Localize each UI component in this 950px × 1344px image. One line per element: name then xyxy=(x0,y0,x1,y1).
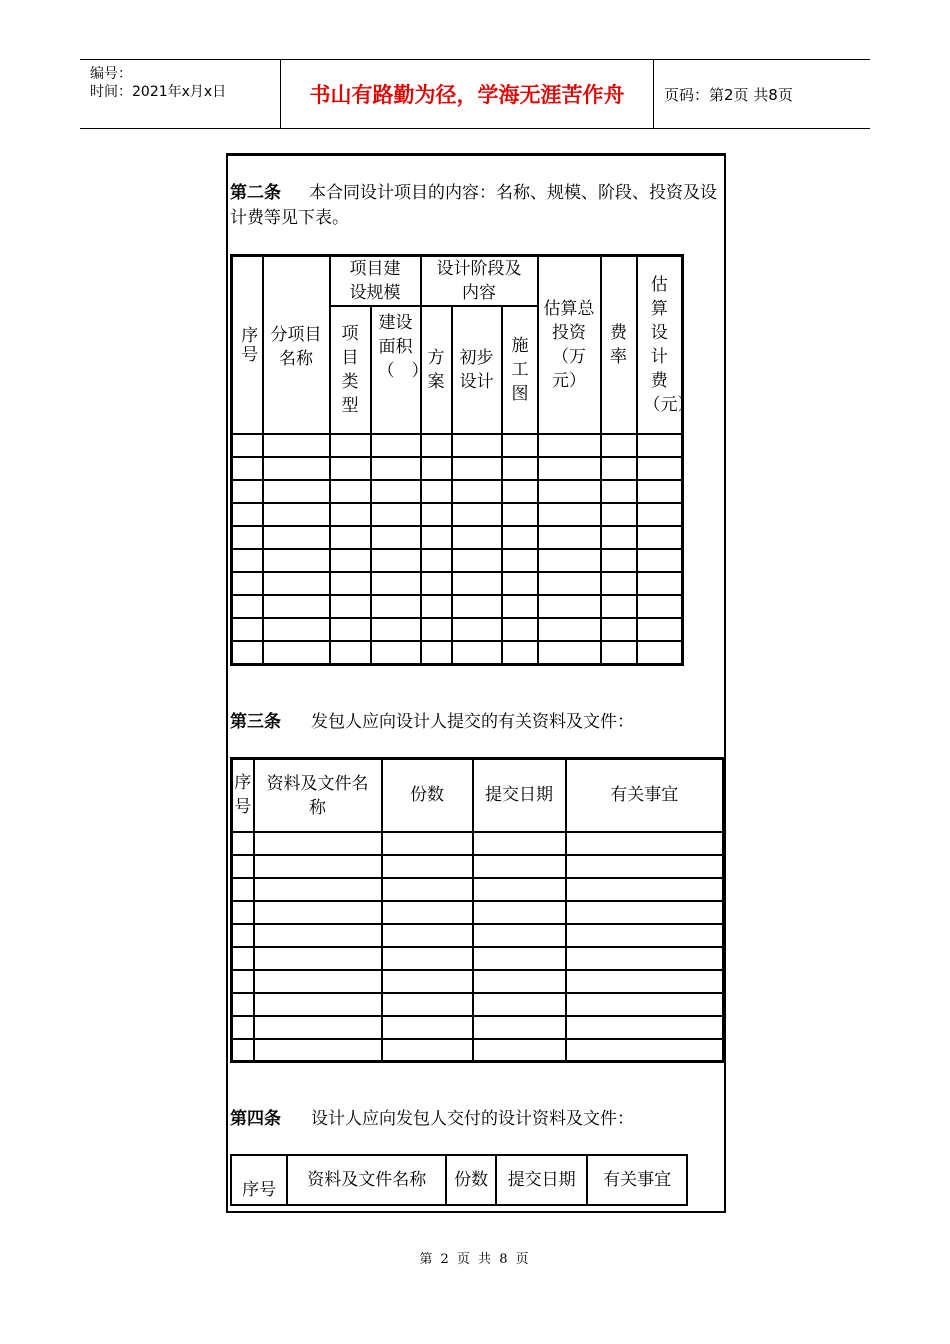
table-cell xyxy=(601,457,637,480)
header-left xyxy=(80,60,281,128)
table-cell xyxy=(473,924,566,947)
design-items-body xyxy=(232,434,683,664)
table-cell xyxy=(330,480,371,503)
table-row xyxy=(232,855,724,878)
table-cell xyxy=(473,901,566,924)
col-subitem-header: 分项目名称 xyxy=(263,256,330,435)
table-row xyxy=(232,480,683,503)
table-row xyxy=(232,947,724,970)
table-cell xyxy=(371,434,421,457)
table-cell xyxy=(601,526,637,549)
col-fee-header: 估算设计费（元） xyxy=(637,256,683,435)
table-cell xyxy=(566,993,724,1016)
table-cell xyxy=(254,970,382,993)
table-cell xyxy=(263,641,330,664)
table-cell xyxy=(330,641,371,664)
table-cell xyxy=(371,618,421,641)
table-cell xyxy=(232,878,254,901)
table-cell xyxy=(382,947,473,970)
table-cell xyxy=(330,549,371,572)
col-type-header: 项目类型 xyxy=(330,306,371,434)
table-cell xyxy=(371,480,421,503)
table-row xyxy=(232,924,724,947)
table-cell xyxy=(263,526,330,549)
table-cell xyxy=(566,970,724,993)
table-cell xyxy=(538,572,601,595)
table-cell xyxy=(452,595,502,618)
table-cell xyxy=(254,832,382,855)
table-cell xyxy=(601,549,637,572)
table-row xyxy=(232,878,724,901)
table-cell xyxy=(538,595,601,618)
table-cell xyxy=(254,993,382,1016)
table-cell xyxy=(601,503,637,526)
clause-3 xyxy=(230,710,720,735)
table-cell xyxy=(538,480,601,503)
table-cell xyxy=(421,618,452,641)
table-cell xyxy=(330,526,371,549)
table-row xyxy=(232,970,724,993)
table-cell xyxy=(637,434,683,457)
table-cell xyxy=(382,832,473,855)
clause-2-title: 第二条 xyxy=(230,183,281,203)
table-cell xyxy=(452,480,502,503)
table-cell xyxy=(637,595,683,618)
table-cell xyxy=(421,572,452,595)
table-cell xyxy=(371,526,421,549)
table-cell xyxy=(371,572,421,595)
table-cell xyxy=(232,480,263,503)
table-row xyxy=(232,641,683,664)
table-cell xyxy=(502,572,538,595)
table-cell xyxy=(232,1016,254,1039)
table-cell xyxy=(566,1016,724,1039)
col-rate-header: 费率 xyxy=(601,256,637,435)
table-cell xyxy=(263,572,330,595)
col-index-header: 序号 xyxy=(232,256,263,435)
table-cell xyxy=(232,993,254,1016)
table-cell xyxy=(538,503,601,526)
table-row xyxy=(232,434,683,457)
table-cell xyxy=(502,641,538,664)
table-cell xyxy=(421,434,452,457)
table-cell xyxy=(637,618,683,641)
table-cell xyxy=(330,618,371,641)
table-cell xyxy=(382,1039,473,1062)
header-page-info: 页码：第2页 共8页 xyxy=(664,85,793,104)
table-cell xyxy=(382,878,473,901)
table-cell xyxy=(502,503,538,526)
table-cell xyxy=(637,572,683,595)
page-header xyxy=(80,59,870,129)
table-cell xyxy=(637,457,683,480)
table-cell xyxy=(382,855,473,878)
header-motto: 书山有路勤为径，学海无涯苦作舟 xyxy=(281,60,654,128)
table-row xyxy=(232,618,683,641)
table-cell xyxy=(382,901,473,924)
table-cell xyxy=(637,526,683,549)
client-documents-body xyxy=(232,832,724,1062)
table-row xyxy=(232,595,683,618)
table-row xyxy=(232,901,724,924)
table-cell xyxy=(421,503,452,526)
table-cell xyxy=(502,549,538,572)
table-row xyxy=(232,832,724,855)
table-cell xyxy=(601,572,637,595)
table-cell xyxy=(263,503,330,526)
table-row xyxy=(232,1016,724,1039)
clause-4-title: 第四条 xyxy=(230,1109,281,1129)
table-row xyxy=(232,549,683,572)
table-cell xyxy=(601,618,637,641)
table-cell xyxy=(371,641,421,664)
table-cell xyxy=(473,855,566,878)
table-cell xyxy=(452,618,502,641)
table-cell xyxy=(330,503,371,526)
table-cell xyxy=(502,618,538,641)
clause-2-text: 本合同设计项目的内容：名称、规模、阶段、投资及设计费等见下表。 xyxy=(230,183,717,228)
table-cell xyxy=(263,434,330,457)
table-cell xyxy=(254,878,382,901)
t2-col-name: 资料及文件名称 xyxy=(254,759,382,832)
table-cell xyxy=(473,970,566,993)
table-cell xyxy=(232,641,263,664)
table-cell xyxy=(254,855,382,878)
table-cell xyxy=(263,618,330,641)
table-cell xyxy=(473,1016,566,1039)
table-cell xyxy=(538,457,601,480)
table-cell xyxy=(382,924,473,947)
t3-col-name: 资料及文件名称 xyxy=(287,1155,446,1205)
table-cell xyxy=(601,480,637,503)
table-cell xyxy=(382,1016,473,1039)
clause-4-text: 设计人应向发包人交付的设计资料及文件： xyxy=(311,1109,634,1129)
table-cell xyxy=(421,595,452,618)
table-cell xyxy=(473,832,566,855)
table-cell xyxy=(254,1016,382,1039)
design-items-table xyxy=(230,254,695,666)
table-row xyxy=(232,1039,724,1062)
table-cell xyxy=(452,526,502,549)
table-cell xyxy=(452,457,502,480)
table-cell xyxy=(232,832,254,855)
table-cell xyxy=(232,901,254,924)
table-cell xyxy=(232,947,254,970)
col-area-header: 建设面积（ ） xyxy=(371,306,421,434)
table-row xyxy=(232,457,683,480)
table-cell xyxy=(330,572,371,595)
table-cell xyxy=(421,526,452,549)
t2-col-date: 提交日期 xyxy=(473,759,566,832)
table-cell xyxy=(330,434,371,457)
client-documents-table xyxy=(230,757,725,1063)
clause-3-title: 第三条 xyxy=(230,712,281,732)
table-cell xyxy=(452,572,502,595)
clause-3-text: 发包人应向设计人提交的有关资料及文件： xyxy=(311,712,634,732)
table-cell xyxy=(421,641,452,664)
t3-col-copies: 份数 xyxy=(446,1155,496,1205)
table-cell xyxy=(263,549,330,572)
table-cell xyxy=(601,434,637,457)
table-row xyxy=(232,503,683,526)
table-cell xyxy=(502,595,538,618)
designer-documents-table xyxy=(230,1154,688,1206)
table-cell xyxy=(421,549,452,572)
col-scheme-header: 方案 xyxy=(421,306,452,434)
table-cell xyxy=(637,549,683,572)
table-cell xyxy=(232,970,254,993)
table-cell xyxy=(538,641,601,664)
table-cell xyxy=(566,1039,724,1062)
table-cell xyxy=(538,549,601,572)
table-cell xyxy=(371,503,421,526)
t2-col-notes: 有关事宜 xyxy=(566,759,724,832)
table-cell xyxy=(473,993,566,1016)
table-cell xyxy=(538,434,601,457)
table-cell xyxy=(538,618,601,641)
table-cell xyxy=(473,947,566,970)
table-cell xyxy=(452,641,502,664)
table-cell xyxy=(473,878,566,901)
table-cell xyxy=(637,503,683,526)
table-cell xyxy=(263,457,330,480)
t2-col-index: 序号 xyxy=(232,759,254,832)
table-cell xyxy=(232,526,263,549)
table-cell xyxy=(421,480,452,503)
table-cell xyxy=(232,549,263,572)
group-scale-header: 项目建设规模 xyxy=(330,256,421,307)
table-cell xyxy=(371,549,421,572)
table-cell xyxy=(502,526,538,549)
table-cell xyxy=(330,457,371,480)
clause-4 xyxy=(230,1107,720,1132)
table-cell xyxy=(254,947,382,970)
col-construct-header: 施工图 xyxy=(502,306,538,434)
table-cell xyxy=(538,526,601,549)
table-cell xyxy=(232,924,254,947)
table-cell xyxy=(232,503,263,526)
table-cell xyxy=(382,970,473,993)
table-cell xyxy=(371,595,421,618)
number-label: 编号： xyxy=(90,66,132,82)
table-cell xyxy=(232,1039,254,1062)
table-cell xyxy=(254,901,382,924)
t3-col-index: 序号 xyxy=(231,1155,287,1205)
table-cell xyxy=(232,618,263,641)
table-cell xyxy=(421,457,452,480)
table-cell xyxy=(601,595,637,618)
table-row xyxy=(232,993,724,1016)
table-cell xyxy=(566,832,724,855)
table-cell xyxy=(637,641,683,664)
table-cell xyxy=(371,457,421,480)
table-cell xyxy=(502,480,538,503)
t3-col-date: 提交日期 xyxy=(496,1155,587,1205)
table-cell xyxy=(254,924,382,947)
group-stage-header: 设计阶段及内容 xyxy=(421,256,538,307)
table-row xyxy=(232,572,683,595)
table-cell xyxy=(232,572,263,595)
clause-2 xyxy=(230,181,720,231)
table-cell xyxy=(232,595,263,618)
table-cell xyxy=(254,1039,382,1062)
table-cell xyxy=(502,457,538,480)
col-invest-header: 估算总投资（万元） xyxy=(538,256,601,435)
table-cell xyxy=(566,901,724,924)
col-prelim-header: 初步设计 xyxy=(452,306,502,434)
page-footer: 第 2 页 共 8 页 xyxy=(419,1252,531,1267)
table-cell xyxy=(263,595,330,618)
table-cell xyxy=(566,924,724,947)
t2-col-copies: 份数 xyxy=(382,759,473,832)
table-cell xyxy=(232,855,254,878)
t3-col-notes: 有关事宜 xyxy=(587,1155,687,1205)
table-cell xyxy=(601,641,637,664)
table-cell xyxy=(502,434,538,457)
table-cell xyxy=(232,434,263,457)
table-cell xyxy=(232,457,263,480)
table-cell xyxy=(637,480,683,503)
table-cell xyxy=(566,878,724,901)
table-cell xyxy=(566,947,724,970)
table-cell xyxy=(330,595,371,618)
table-cell xyxy=(452,503,502,526)
table-cell xyxy=(452,549,502,572)
table-row xyxy=(232,526,683,549)
table-cell xyxy=(382,993,473,1016)
table-cell xyxy=(263,480,330,503)
table-cell xyxy=(566,855,724,878)
table-cell xyxy=(452,434,502,457)
time-label: 时间：2021年x月x日 xyxy=(90,84,227,100)
table-cell xyxy=(473,1039,566,1062)
